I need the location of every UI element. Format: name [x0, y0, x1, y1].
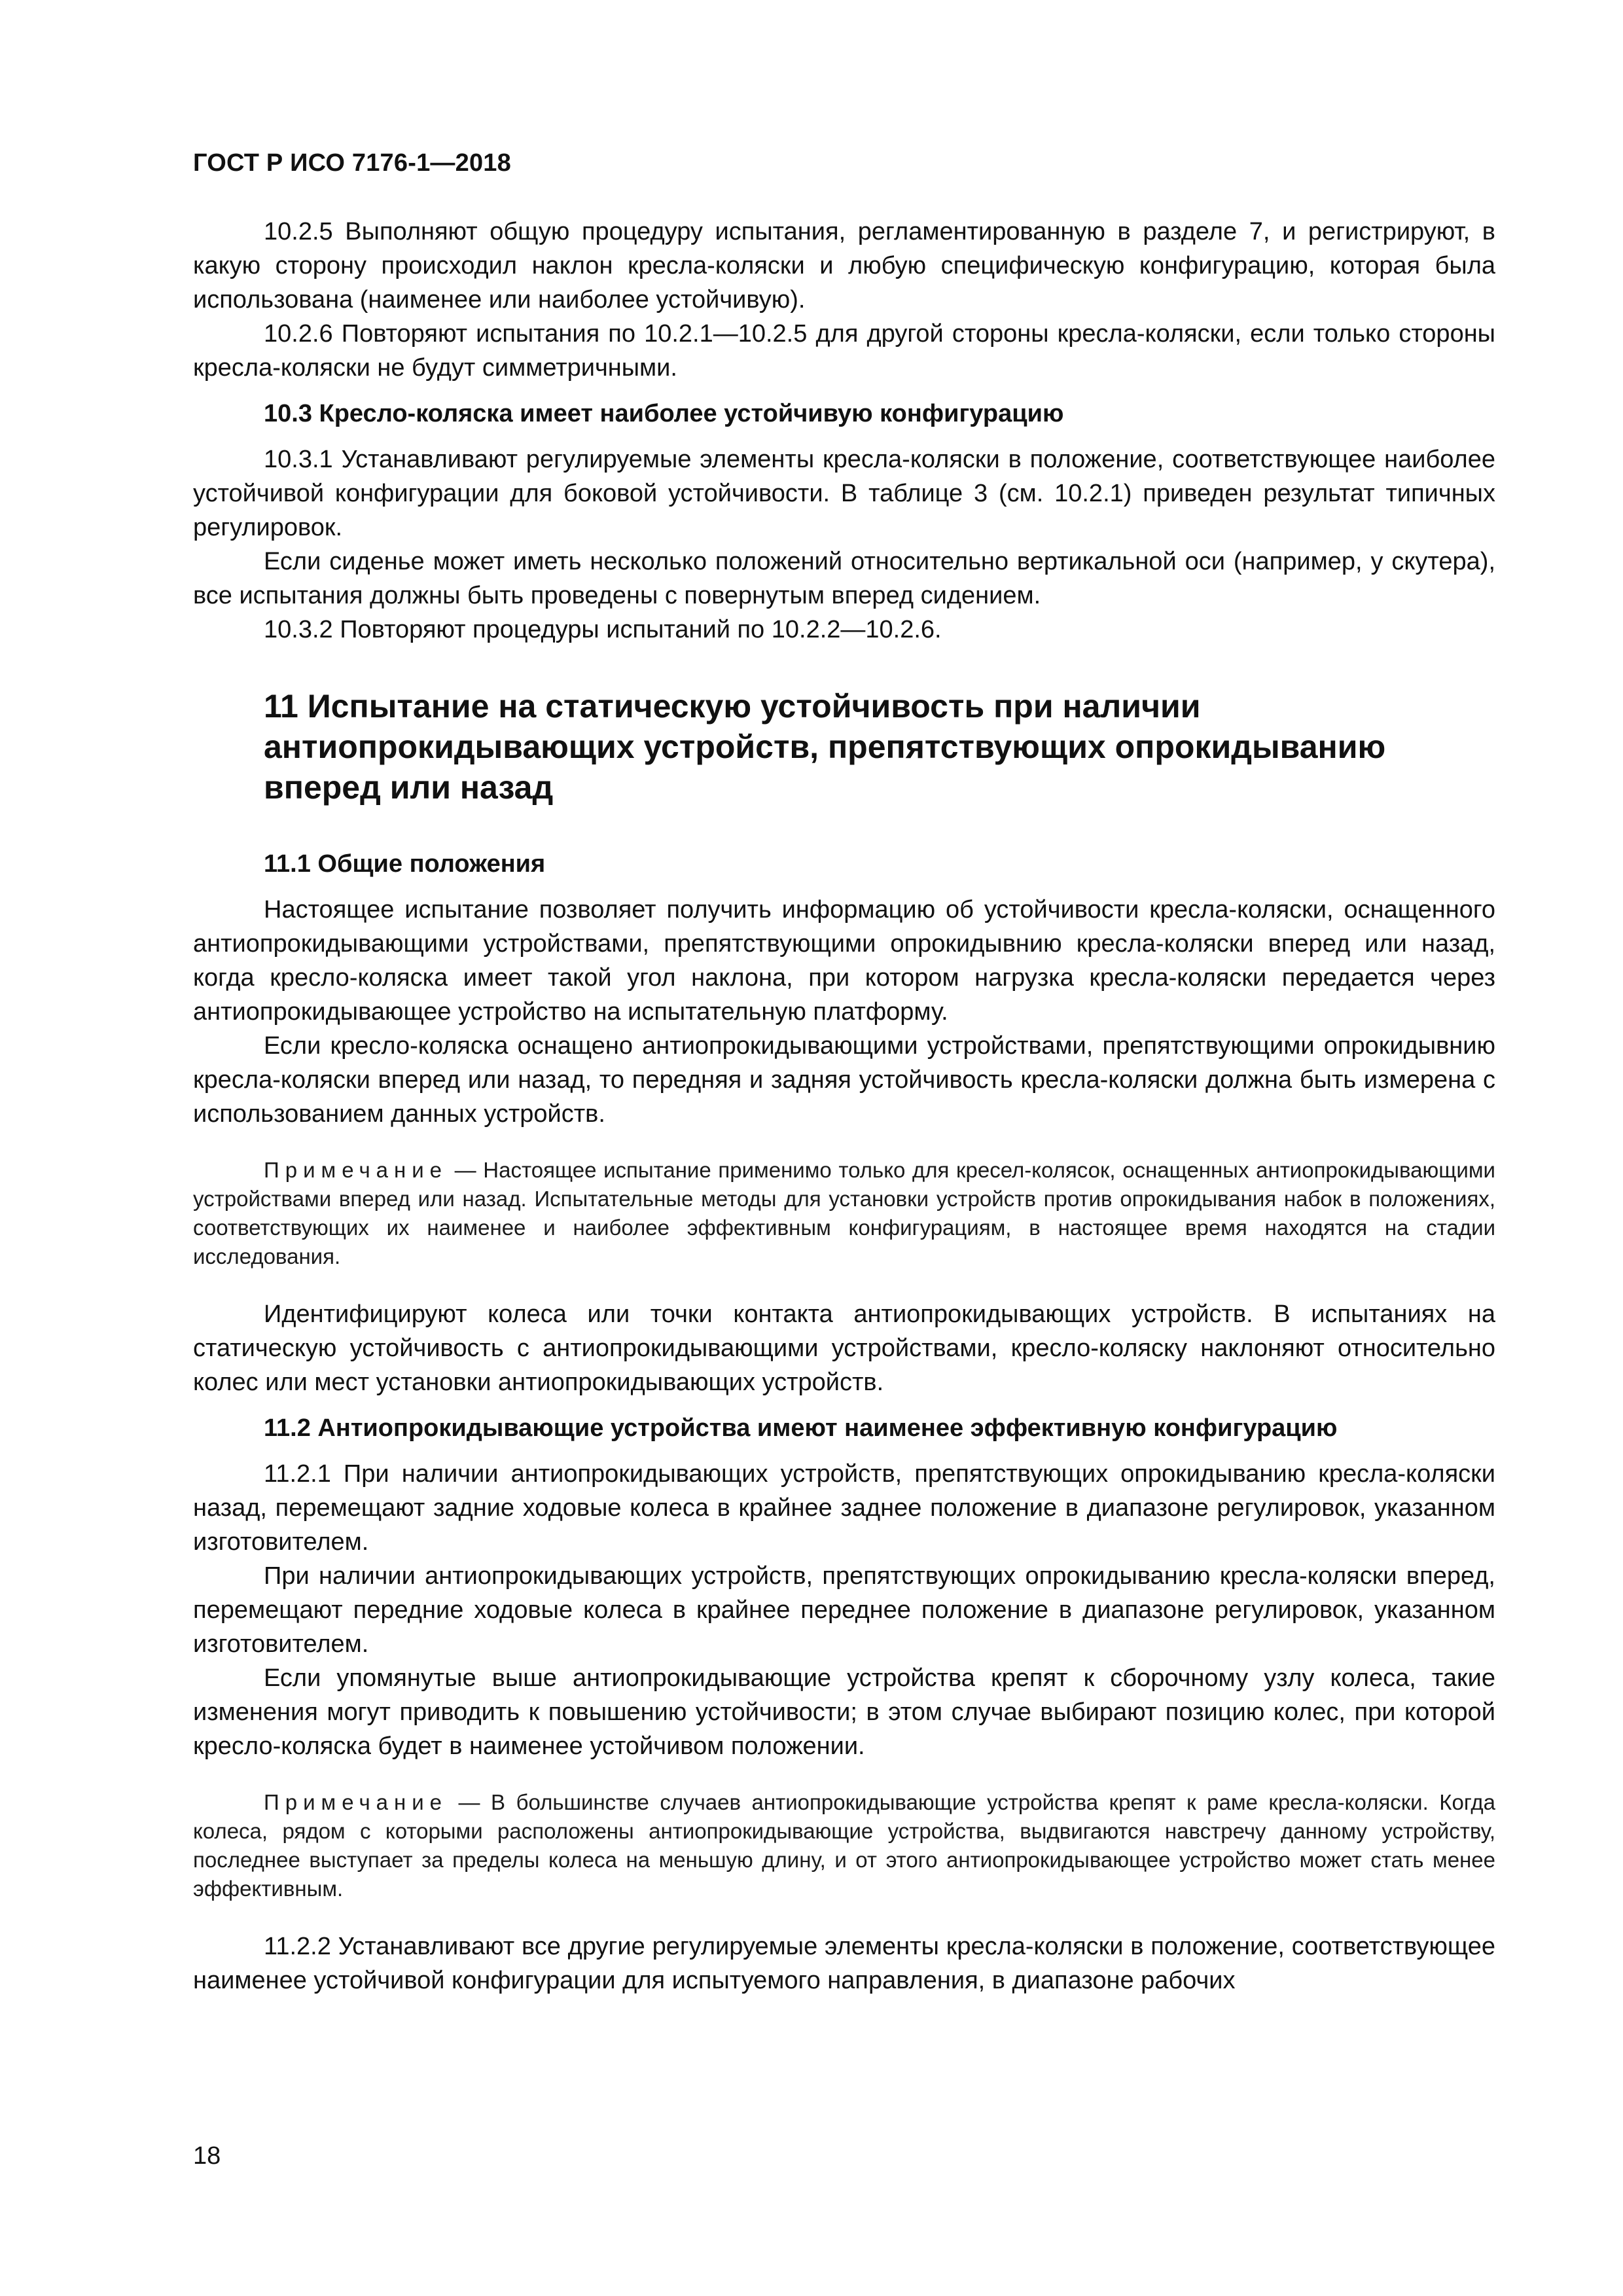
paragraph: При наличии антиопрокидывающих устройств, препятствующих опрокидыванию кресла-коляски вперед, перемещают передние ходовые колеса в крайнее переднее положение в диапазоне регулировок, указанном изготовителем.: [193, 1562, 1495, 1658]
paragraph: 10.3.2 Повторяют процедуры испытаний по 10.2.2—10.2.6.: [264, 616, 942, 643]
paragraph: Идентифицируют колеса или точки контакта антиопрокидывающих устройств. В испытаниях на статическую устойчивость с антиопрокидывающими устройствами, кресло-коляску наклоняют относительно колес или мест установки антиопрокидывающих устройств.: [193, 1300, 1495, 1396]
paragraph: Если кресло-коляска оснащено антиопрокидывающими устройствами, препятствующими опрокидывнию кресла-коляски вперед или назад, то передняя и задняя устойчивость кресла-коляски должна быть измерена с использованием данных устройств.: [193, 1032, 1495, 1128]
paragraph: Если сиденье может иметь несколько положений относительно вертикальной оси (например, у скутера), все испытания должны быть проведены с повернутым вперед сидением.: [193, 548, 1495, 609]
note: [193, 1788, 1495, 1903]
paragraph: 11.2.2 Устанавливают все другие регулируемые элементы кресла-коляски в положение, соответствующее наименее устойчивой конфигурации для испытуемого направления, в диапазоне рабочих: [193, 1933, 1495, 1994]
paragraph: Настоящее испытание позволяет получить информацию об устойчивости кресла-коляски, оснащенного антиопрокидывающими устройствами, препятствующими опрокидывнию кресла-коляски вперед или назад, когда кресло-коляска имеет такой угол наклона, при котором нагрузка кресла-коляски передается через антиопрокидывающее устройство на испытательную платформу.: [193, 896, 1495, 1026]
note-text: — Настоящее испытание применимо только для кресел-колясок, оснащенных антиопрокидывающими устройствами вперед или назад. Испытательные методы для установки устройств против опрокидывания набок в положениях, соответствующих их наименее и наиболее эффективным конфигурациям, в настоящее время находятся на стадии исследования.: [193, 1158, 1495, 1268]
paragraph: 10.2.5 Выполняют общую процедуру испытания, регламентированную в разделе 7, и регистрируют, в какую сторону происходил наклон кресла-коляски и любую специфическую конфигурацию, которая была использована (наименее или наиболее устойчивую).: [193, 218, 1495, 314]
subsection-heading: 10.3 Кресло-коляска имеет наиболее устойчивую конфигурацию: [264, 400, 1064, 427]
document-header: ГОСТ Р ИСО 7176-1—2018: [193, 149, 511, 177]
subsection-heading: 11.2 Антиопрокидывающие устройства имеют наименее эффективную конфигурацию: [264, 1414, 1338, 1442]
note-label: Примечание: [264, 1158, 448, 1182]
section-heading: 11 Испытание на статическую устойчивость при наличии антиопрокидывающих устройств, препятствующих опрокидыванию вперед или назад: [264, 688, 1386, 806]
note-text: — В большинстве случаев антиопрокидывающие устройства крепят к раме кресла-коляски. Когда колеса, рядом с которыми расположены антиопрокидывающие устройства, выдвигаются навстречу данному устройству, последнее выступает за пределы колеса на меньшую длину, и от этого антиопрокидывающее устройство может стать менее эффективным.: [193, 1790, 1495, 1901]
paragraph: 10.3.1 Устанавливают регулируемые элементы кресла-коляски в положение, соответствующее наиболее устойчивой конфигурации для боковой устойчивости. В таблице 3 (см. 10.2.1) приведен результат типичных регулировок.: [193, 446, 1495, 541]
document-body: [193, 215, 1495, 1998]
paragraph: 10.2.6 Повторяют испытания по 10.2.1—10.2.5 для другой стороны кресла-коляски, если только стороны кресла-коляски не будут симметричными.: [193, 320, 1495, 382]
paragraph: Если упомянутые выше антиопрокидывающие устройства крепят к сборочному узлу колеса, такие изменения могут приводить к повышению устойчивости; в этом случае выбирают позицию колес, при которой кресло-коляска будет в наименее устойчивом положении.: [193, 1664, 1495, 1760]
page-number: 18: [193, 2142, 221, 2170]
paragraph: 11.2.1 При наличии антиопрокидывающих устройств, препятствующих опрокидыванию кресла-коляски назад, перемещают задние ходовые колеса в крайнее заднее положение в диапазоне регулировок, указанном изготовителем.: [193, 1460, 1495, 1556]
note: [193, 1156, 1495, 1271]
subsection-heading: 11.1 Общие положения: [264, 850, 546, 878]
note-label: Примечание: [264, 1790, 448, 1814]
page-content: [193, 147, 1495, 1998]
